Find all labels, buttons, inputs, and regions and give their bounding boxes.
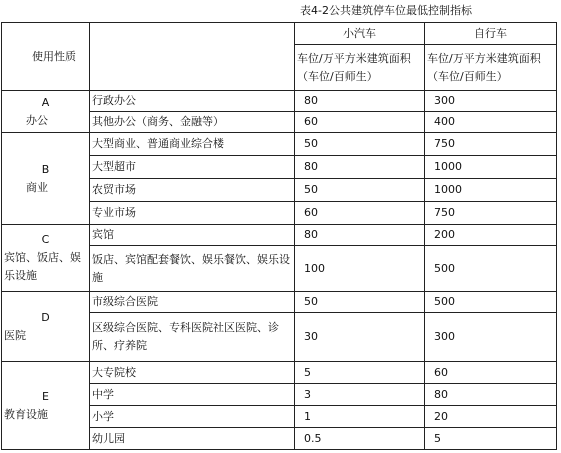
group-code: D (41, 310, 50, 324)
group-code: A (41, 95, 50, 109)
car-value: 80 (295, 225, 425, 246)
group-name: 教育设施 (4, 407, 48, 421)
bike-value: 5 (425, 428, 557, 450)
sub-category: 市级综合医院 (90, 292, 295, 313)
parking-table (1, 22, 557, 450)
car-value: 5 (295, 362, 425, 384)
bike-value: 750 (425, 133, 557, 156)
bike-value: 400 (425, 112, 557, 133)
sub-category: 大专院校 (90, 362, 295, 384)
table-row (2, 133, 557, 156)
bike-value: 500 (425, 292, 557, 313)
group-code: C (41, 233, 50, 246)
bike-value: 200 (425, 225, 557, 246)
sub-category: 专业市场 (90, 202, 295, 225)
group-name: 宾馆、饭店、娱乐设施 (4, 251, 81, 282)
car-value: 50 (295, 292, 425, 313)
bike-value: 500 (425, 246, 557, 292)
group-code: B (41, 162, 50, 176)
car-value: 30 (295, 313, 425, 362)
group-cell-c (2, 225, 90, 292)
bike-value: 1000 (425, 156, 557, 179)
car-value: 60 (295, 112, 425, 133)
group-code: E (42, 389, 49, 403)
car-value: 1 (295, 406, 425, 428)
table-row (2, 292, 557, 313)
header-bicycle: 自行车 (425, 23, 557, 45)
car-value: 100 (295, 246, 425, 292)
bike-value: 80 (425, 384, 557, 406)
bike-value: 300 (425, 91, 557, 112)
header-bike-unit: 车位/万平方米建筑面积（车位/百师生） (425, 45, 557, 91)
sub-category: 小学 (90, 406, 295, 428)
sub-category: 饭店、宾馆配套餐饮、娱乐餐饮、娱乐设施 (90, 246, 295, 292)
bike-value: 750 (425, 202, 557, 225)
header-blank (90, 23, 295, 91)
car-value: 50 (295, 179, 425, 202)
car-value: 60 (295, 202, 425, 225)
car-value: 80 (295, 156, 425, 179)
header-car: 小汽车 (295, 23, 425, 45)
group-cell-d (2, 292, 90, 362)
car-value: 50 (295, 133, 425, 156)
table-row (2, 362, 557, 384)
sub-category: 农贸市场 (90, 179, 295, 202)
car-value: 3 (295, 384, 425, 406)
table-row (2, 225, 557, 246)
group-cell-b (2, 133, 90, 225)
header-car-unit: 车位/万平方米建筑面积（车位/百师生） (295, 45, 425, 91)
sub-category: 行政办公 (90, 91, 295, 112)
bike-value: 1000 (425, 179, 557, 202)
car-value: 80 (295, 91, 425, 112)
sub-category: 其他办公（商务、金融等） (90, 112, 295, 133)
bike-value: 60 (425, 362, 557, 384)
group-name: 办公 (26, 113, 48, 127)
sub-category: 大型超市 (90, 156, 295, 179)
sub-category: 宾馆 (90, 225, 295, 246)
bike-value: 20 (425, 406, 557, 428)
sub-category: 中学 (90, 384, 295, 406)
header-use-nature: 使用性质 (2, 23, 90, 91)
sub-category: 幼儿园 (90, 428, 295, 450)
group-name: 医院 (4, 328, 26, 342)
table-caption: 表4-2公共建筑停车位最低控制指标 (300, 4, 472, 17)
group-name: 商业 (26, 180, 48, 194)
table-row (2, 91, 557, 112)
car-value: 0.5 (295, 428, 425, 450)
group-cell-e (2, 362, 90, 450)
sub-category: 大型商业、普通商业综合楼 (90, 133, 295, 156)
group-cell-a (2, 91, 90, 133)
sub-category: 区级综合医院、专科医院社区医院、诊所、疗养院 (90, 313, 295, 362)
bike-value: 300 (425, 313, 557, 362)
